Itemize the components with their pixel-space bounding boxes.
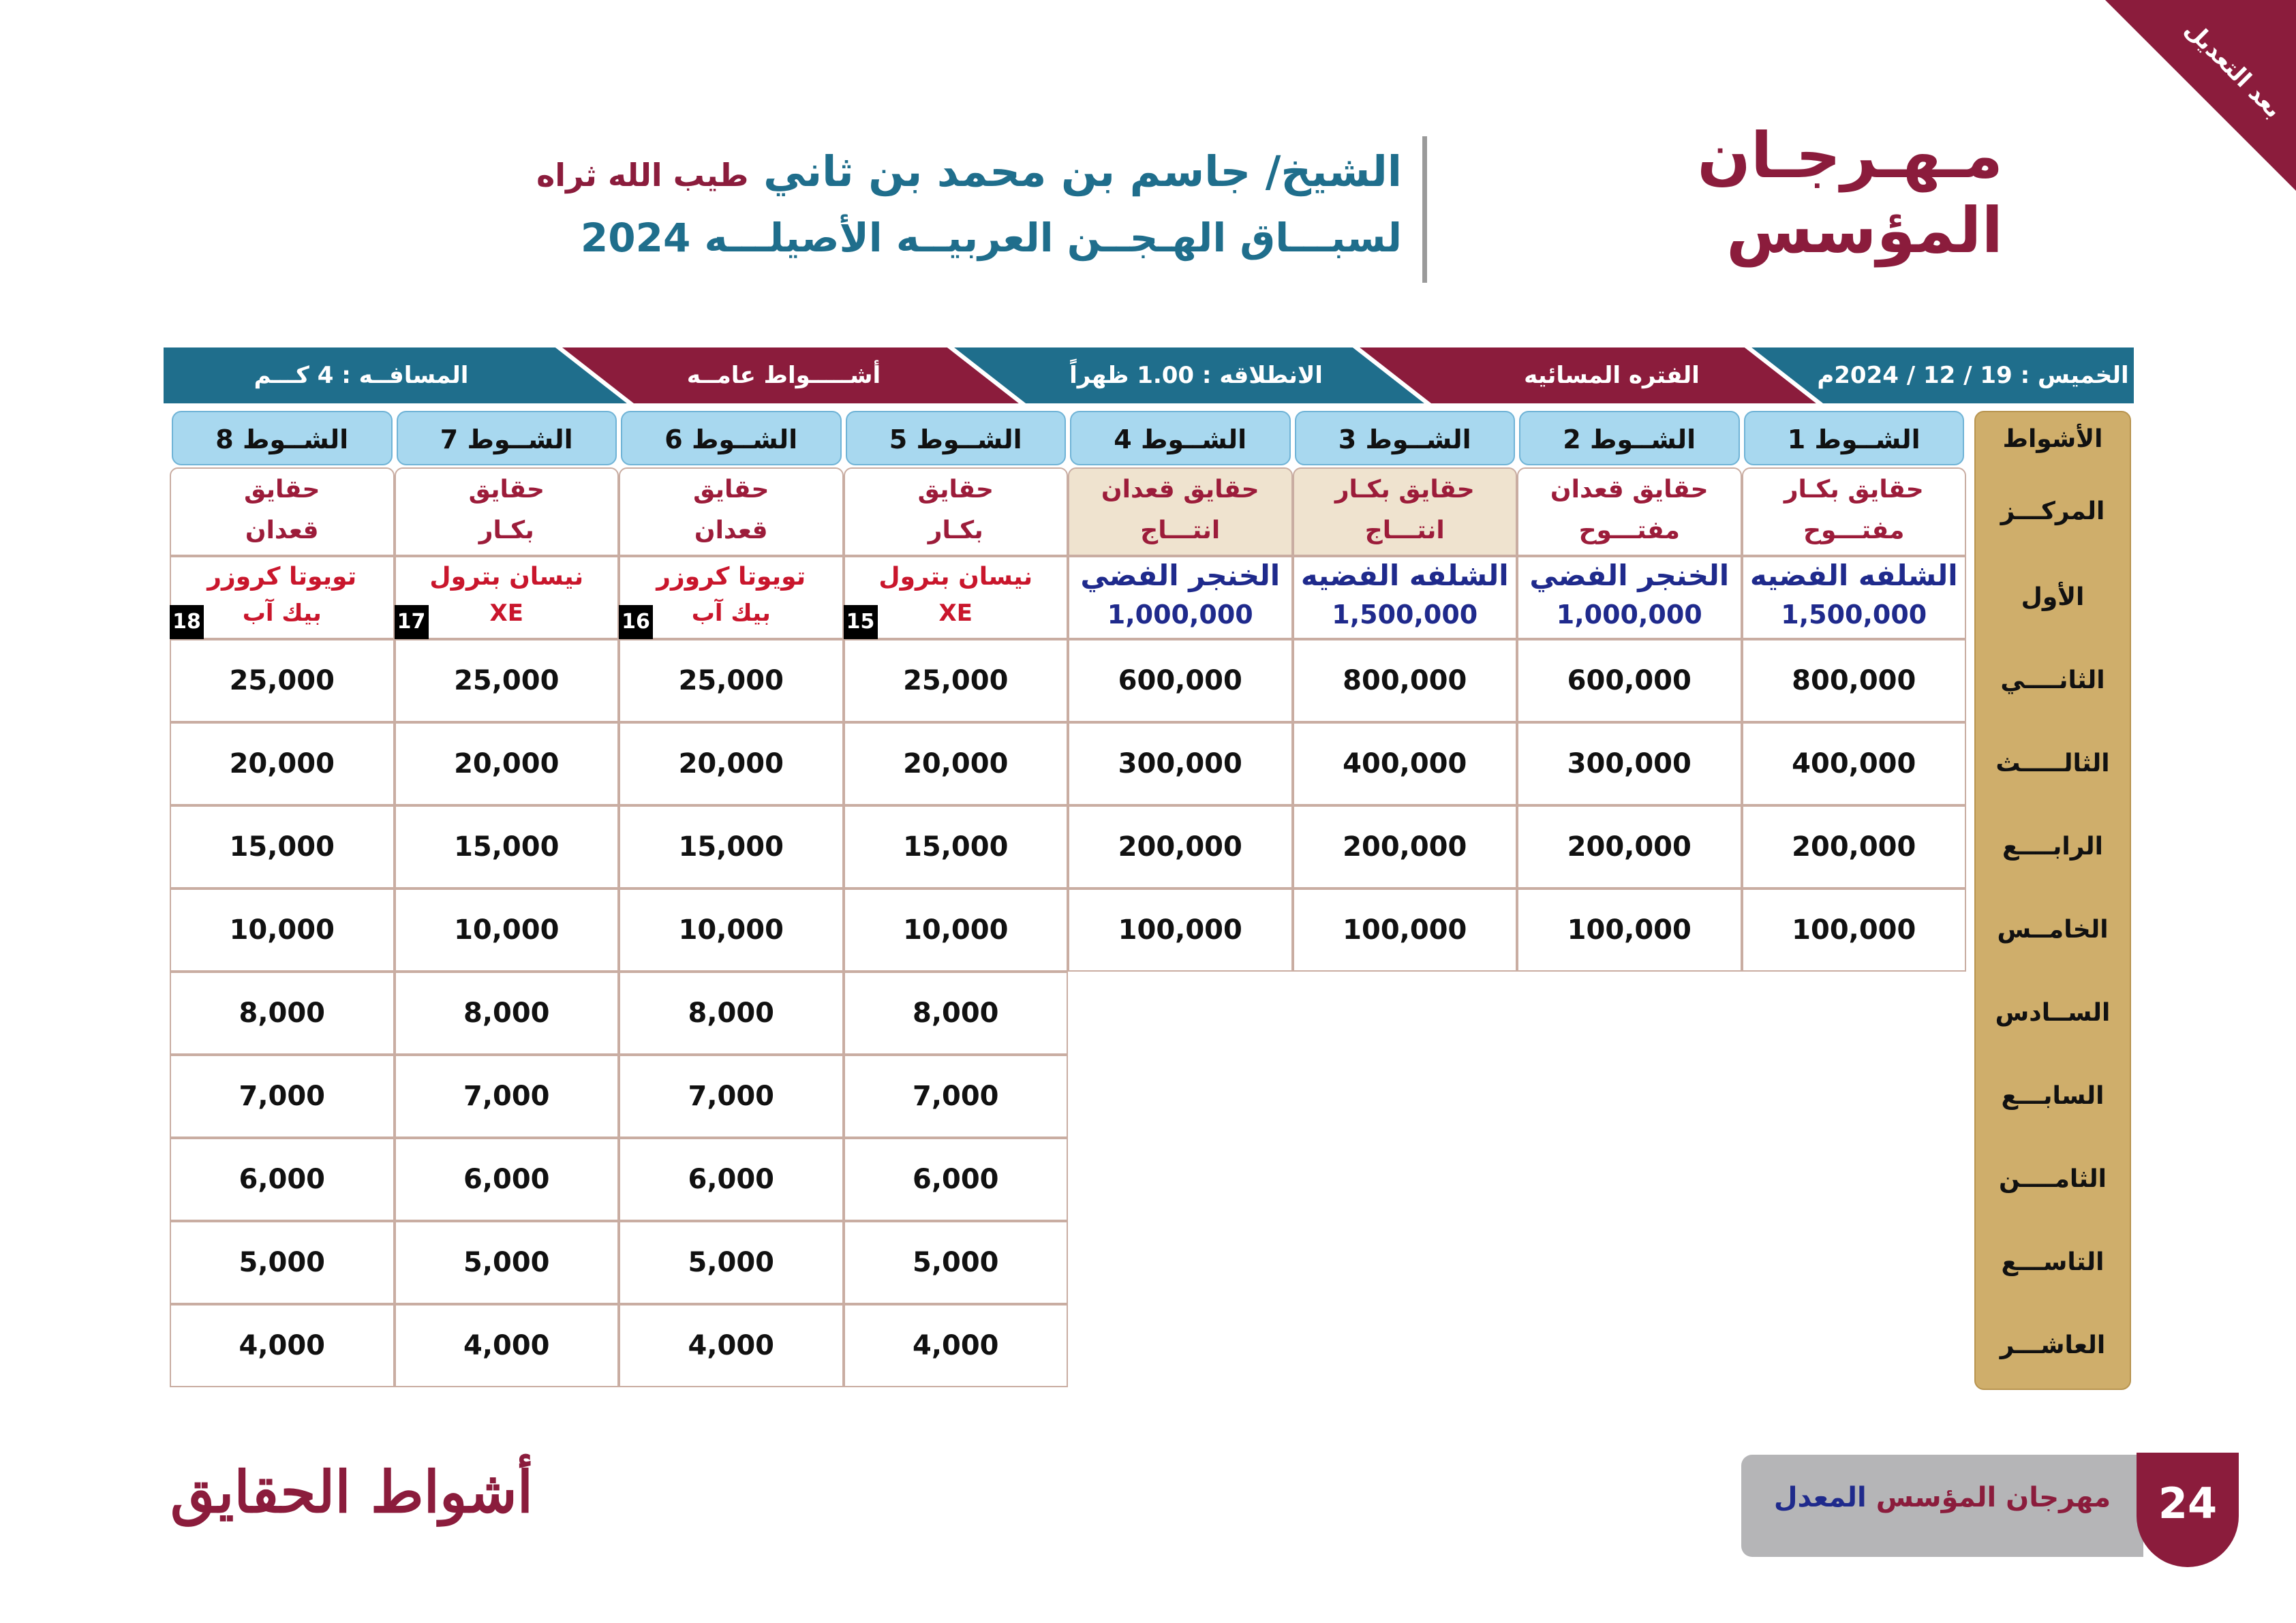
centre-line1: حقايق بكـار [1334,476,1475,504]
prize-cell: 20,000 [395,722,619,805]
info-type: أشـــــواط عامــه [686,362,881,389]
first-prize-value: بيك آب [691,600,771,627]
first-prize-name: تويوتا كروزر [207,563,357,591]
centre-cell [844,467,1069,556]
rounds-header-label: الأشواط [2002,425,2103,453]
festival-title-line2: المؤسس [1726,194,2003,267]
centre-cell [619,467,844,556]
prize-cell: 5,000 [619,1221,844,1304]
prize-cell: 15,000 [170,805,395,888]
round-header: الشــوط 3 [1295,411,1516,465]
footer-festival-suffix: المعدل [1773,1482,1867,1513]
first-prize-cell [170,556,395,639]
first-prize-name: نيسان بترول [429,563,584,591]
row-label: الثانــــي [2000,666,2105,694]
prize-cell: 25,000 [170,639,395,722]
centre-cell [395,467,619,556]
prize-cell: 5,000 [844,1221,1069,1304]
prize-cell: 15,000 [619,805,844,888]
centre-line2: مفتـــوح [1578,516,1680,544]
page-number: 24 [2158,1479,2218,1528]
corner-label: بعد التعديل [2179,16,2287,124]
first-prize-cell [619,556,844,639]
footer-festival-name [1758,1482,2126,1513]
centre-line1: حقايق قعدان [1550,476,1709,504]
prize-cell: 8,000 [170,972,395,1055]
prize-cell: 100,000 [1517,888,1742,972]
prize-cell: 20,000 [170,722,395,805]
round-header: الشــوط 6 [621,411,842,465]
prize-cell: 100,000 [1068,888,1293,972]
info-date: الخميس : 19 / 12 / 2024م [1817,362,2129,389]
first-prize-value: XE [489,600,523,627]
round-number-badge: 16 [619,605,653,639]
prize-cell: 200,000 [1293,805,1518,888]
row-label: الثامــــن [1999,1165,2107,1193]
prize-cell: 400,000 [1293,722,1518,805]
round-number-badge: 18 [170,605,204,639]
prize-cell: 100,000 [1293,888,1518,972]
prize-cell: 600,000 [1068,639,1293,722]
header-divider [1422,136,1427,283]
first-prize-cell [844,556,1069,639]
centre-cell [1517,467,1742,556]
prize-cell: 100,000 [1742,888,1967,972]
info-start: الانطلاقه : 1.00 ظهراً [1069,362,1323,389]
round-header: الشــوط 4 [1070,411,1291,465]
prize-cell: 200,000 [1517,805,1742,888]
prize-cell: 25,000 [619,639,844,722]
first-prize-cell [395,556,619,639]
prize-cell: 300,000 [1068,722,1293,805]
prize-cell: 5,000 [170,1221,395,1304]
first-prize-value: 1,000,000 [1107,600,1253,630]
first-prize-name: الشلفه الفضيه [1749,559,1958,592]
first-prize-name: نيسان بترول [878,563,1033,591]
centre-line2: انتـــاج [1140,516,1221,544]
round-header: الشــوط 1 [1744,411,1965,465]
first-prize-value: XE [938,600,973,627]
first-prize-value: بيك آب [242,600,322,627]
centre-line1: حقايق [917,476,994,504]
prize-cell: 8,000 [844,972,1069,1055]
prize-cell: 10,000 [844,888,1069,972]
centre-line2: انتـــاج [1364,516,1445,544]
centre-line2: قعدان [694,516,768,544]
first-prize-value: 1,500,000 [1332,600,1478,630]
prize-cell: 6,000 [170,1138,395,1221]
prize-cell: 800,000 [1742,639,1967,722]
round-number-badge: 15 [844,605,878,639]
prize-cell: 15,000 [844,805,1069,888]
row-label: الثالـــــث [1995,749,2110,777]
first-prize-value: 1,000,000 [1556,600,1702,630]
first-prize-cell [1293,556,1518,639]
prize-cell: 25,000 [395,639,619,722]
round-header: الشــوط 2 [1519,411,1740,465]
first-prize-name: تويوتا كروزر [656,563,806,591]
row-label: الســادس [1995,999,2111,1027]
prize-cell: 10,000 [395,888,619,972]
prize-cell: 10,000 [619,888,844,972]
info-period: الفتره المسائيه [1524,362,1700,389]
prize-cell: 300,000 [1517,722,1742,805]
prize-cell: 4,000 [170,1304,395,1387]
section-title: أشواط الحقايق [170,1458,534,1526]
first-prize-value: 1,500,000 [1781,600,1927,630]
prize-cell: 25,000 [844,639,1069,722]
subtitle-line1-main: الشيخ/ جاسم بن محمد بن ثاني [763,146,1402,196]
first-prize-cell [1742,556,1967,639]
prize-cell: 6,000 [619,1138,844,1221]
prize-cell: 20,000 [619,722,844,805]
centre-line1: حقايق بكـار [1784,476,1924,504]
first-prize-name: الخنجر الفضي [1080,559,1281,592]
info-distance: المسافــه : 4 كـــم [254,362,469,389]
footer-festival-main: مهرجان المؤسس [1876,1482,2111,1513]
centre-line2: قعدان [245,516,319,544]
prize-cell: 7,000 [619,1055,844,1138]
row-label: الرابــــع [2002,833,2103,861]
prize-cell: 4,000 [619,1304,844,1387]
prize-cell: 7,000 [170,1055,395,1138]
row-label: المركـــز [2000,497,2105,525]
round-header: الشــوط 7 [397,411,617,465]
centre-line1: حقايق [468,476,545,504]
subtitle-line1 [536,146,1402,196]
centre-cell [1742,467,1967,556]
prize-cell: 6,000 [844,1138,1069,1221]
centre-cell [1293,467,1518,556]
prize-cell: 7,000 [844,1055,1069,1138]
centre-cell [1068,467,1293,556]
centre-cell [170,467,395,556]
centre-line1: حقايق [693,476,769,504]
prize-cell: 800,000 [1293,639,1518,722]
first-prize-cell [1068,556,1293,639]
round-header: الشــوط 5 [846,411,1067,465]
prize-cell: 8,000 [619,972,844,1055]
centre-line1: حقايق قعدان [1101,476,1259,504]
first-prize-name: الخنجر الفضي [1529,559,1730,592]
prize-cell: 400,000 [1742,722,1967,805]
prize-cell: 200,000 [1742,805,1967,888]
row-label: الخامــس [1997,916,2109,944]
centre-line2: بكـار [928,516,983,544]
prize-cell: 200,000 [1068,805,1293,888]
prize-cell: 15,000 [395,805,619,888]
row-label: التاســـع [2001,1248,2104,1276]
prize-cell: 4,000 [844,1304,1069,1387]
first-prize-name: الشلفه الفضيه [1300,559,1509,592]
subtitle-line1-tail: طيب الله ثراه [536,157,749,194]
round-number-badge: 17 [395,605,429,639]
prize-cell: 600,000 [1517,639,1742,722]
prize-cell: 6,000 [395,1138,619,1221]
prize-cell: 20,000 [844,722,1069,805]
centre-line1: حقايق [244,476,320,504]
corner-ribbon [2071,0,2296,225]
subtitle-line2: لسبـــاق الهـجــن العربيــه الأصيلـــه 2024 [580,215,1402,261]
round-header: الشــوط 8 [172,411,393,465]
prize-cell: 10,000 [170,888,395,972]
first-prize-cell [1517,556,1742,639]
centre-line2: مفتـــوح [1803,516,1905,544]
prize-cell: 7,000 [395,1055,619,1138]
prize-cell: 5,000 [395,1221,619,1304]
row-label: الأول [2021,583,2085,611]
row-label: العاشـــر [2000,1331,2106,1359]
row-label: السابـــع [2001,1082,2104,1110]
centre-line2: بكـار [478,516,534,544]
festival-title-line1: مـهـرجـان [1697,119,2003,192]
prize-cell: 8,000 [395,972,619,1055]
prize-cell: 4,000 [395,1304,619,1387]
